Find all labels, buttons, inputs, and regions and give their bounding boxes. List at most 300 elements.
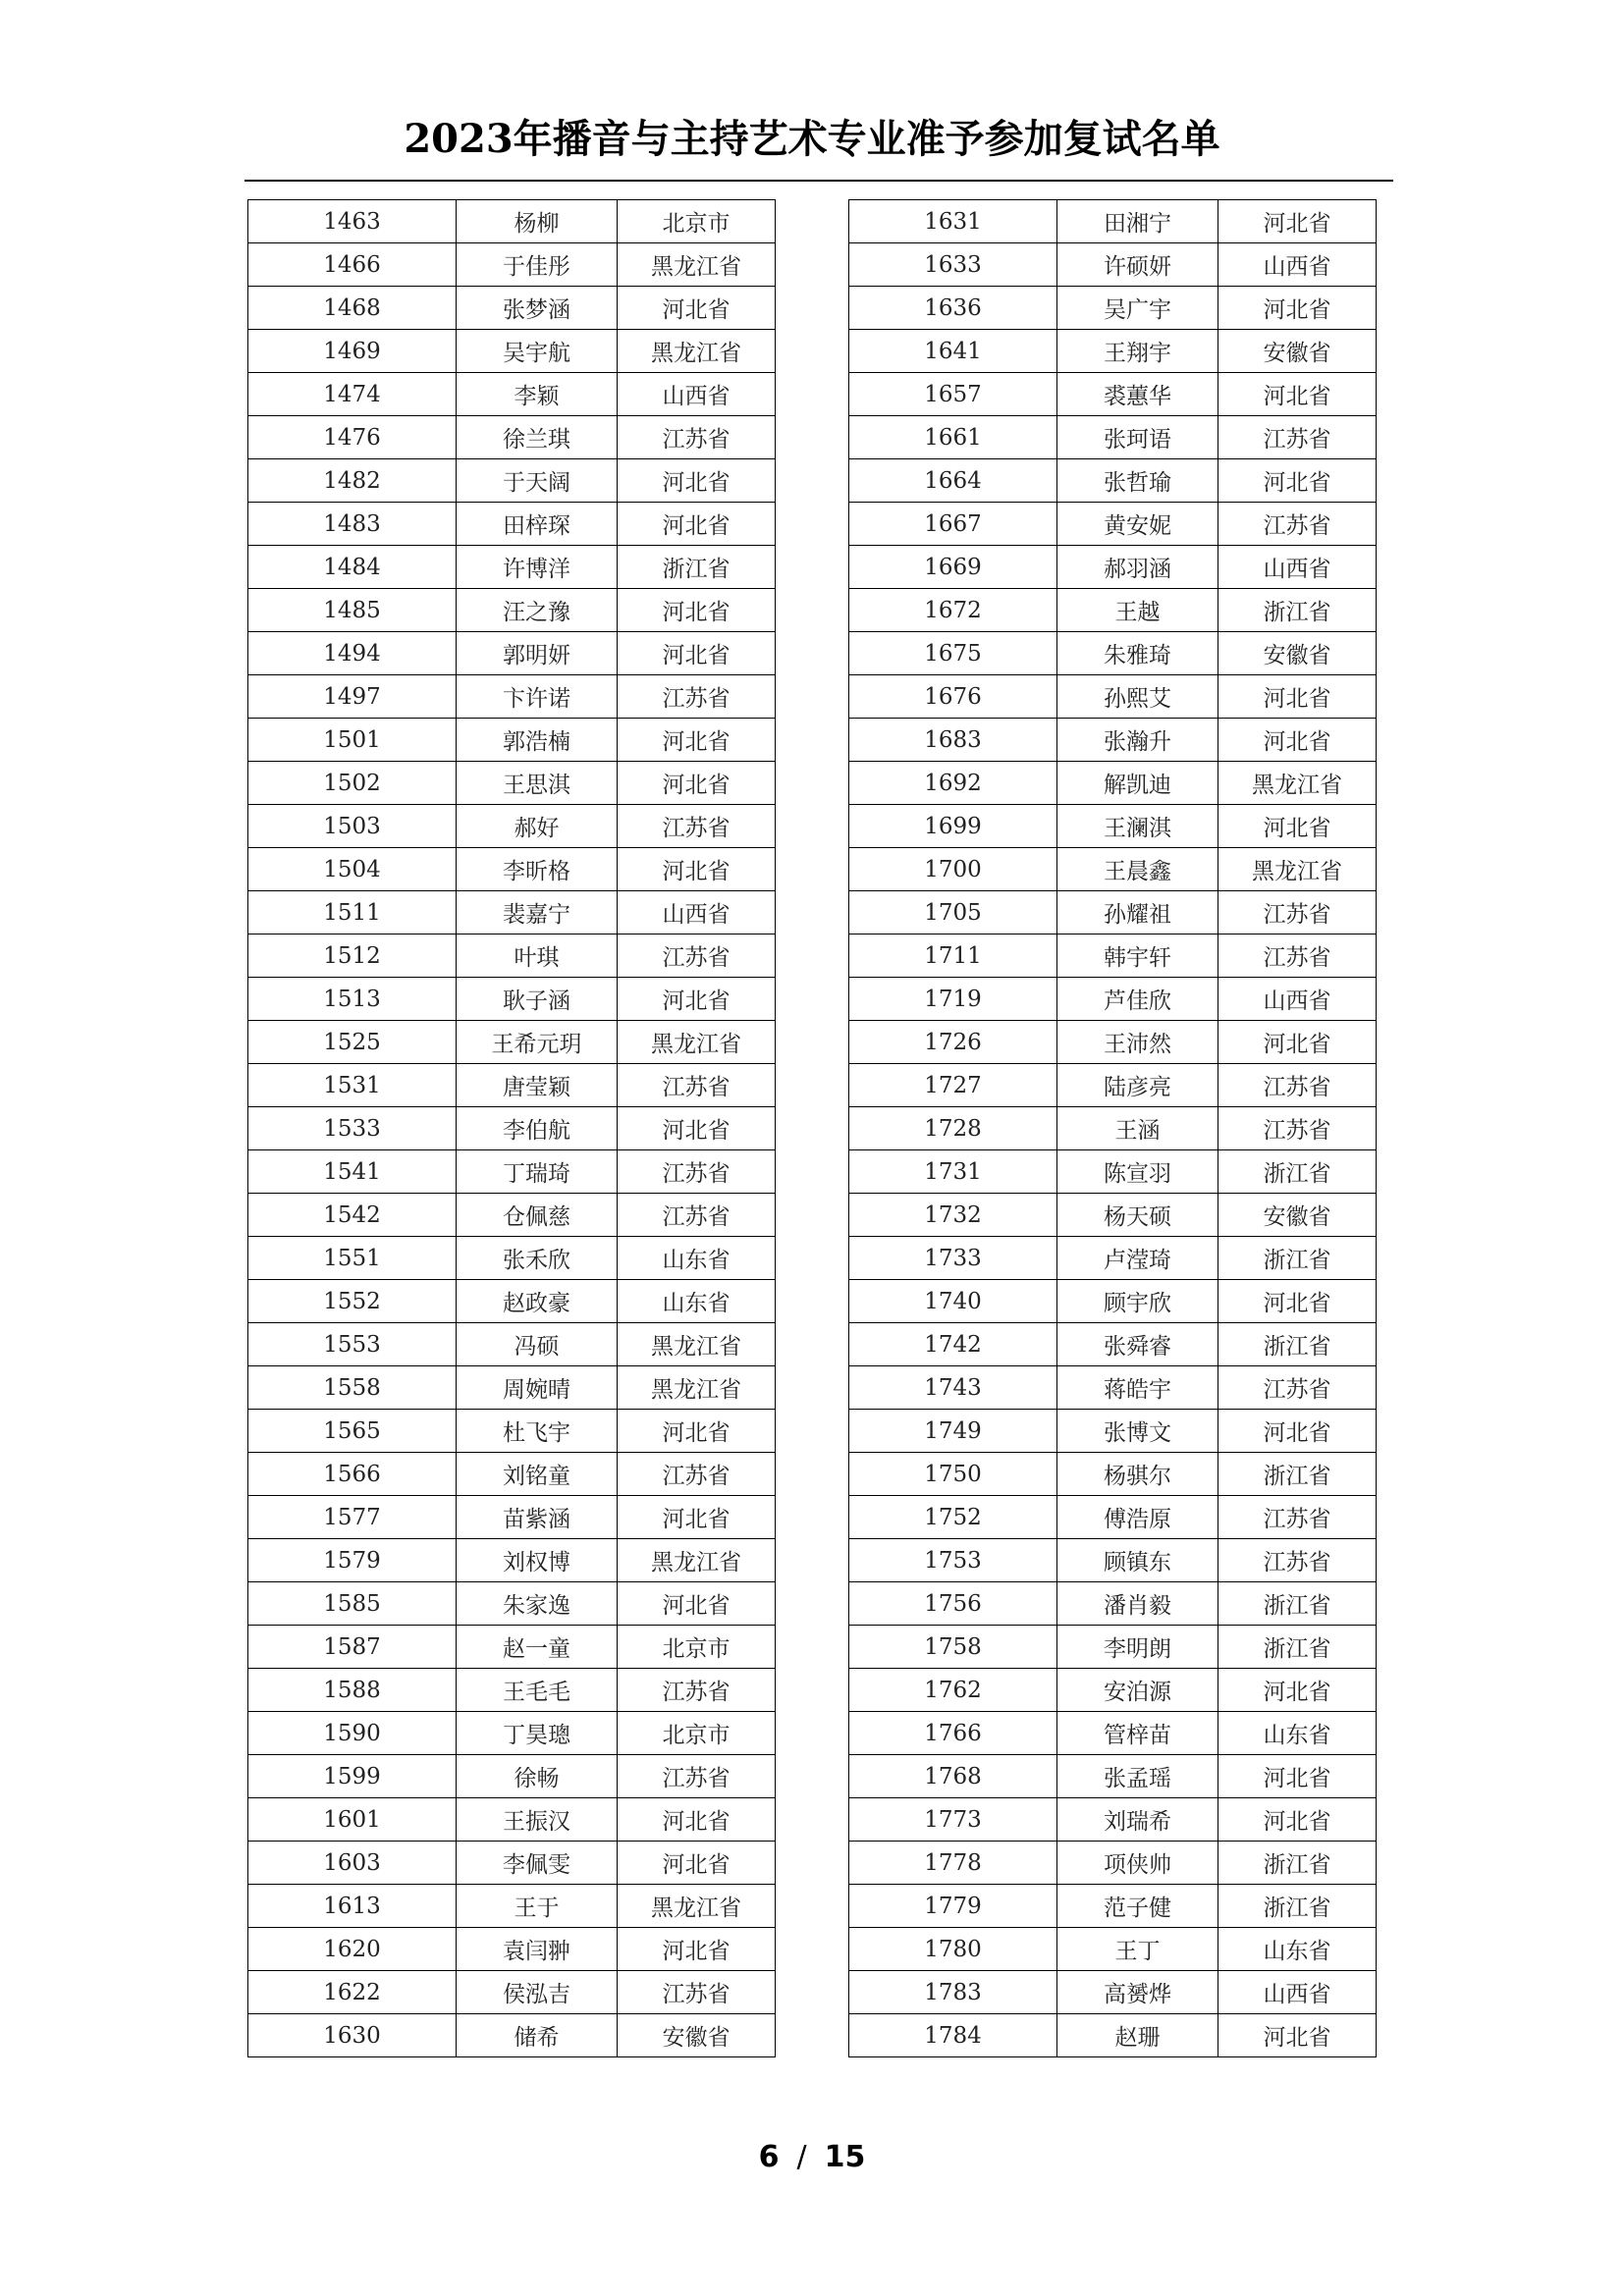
table-row	[248, 1194, 776, 1237]
province-cell: 浙江省	[1218, 1885, 1377, 1928]
candidate-name-cell: 李颖	[457, 373, 618, 416]
table-row	[248, 589, 776, 632]
exam-number-cell: 1749	[849, 1410, 1057, 1453]
candidate-name-cell: 许博洋	[457, 546, 618, 589]
exam-number-cell: 1633	[849, 243, 1057, 287]
candidate-name-cell: 仓佩慈	[457, 1194, 618, 1237]
exam-number-cell: 1504	[248, 848, 457, 891]
candidate-name-cell: 孙耀祖	[1057, 891, 1218, 934]
table-row	[849, 1064, 1377, 1107]
candidate-name-cell: 张哲瑜	[1057, 459, 1218, 503]
table-row	[248, 632, 776, 675]
table-row	[849, 2014, 1377, 2057]
table-row	[849, 1798, 1377, 1842]
table-row	[248, 330, 776, 373]
province-cell: 山西省	[1218, 546, 1377, 589]
page-separator: /	[796, 2140, 807, 2174]
candidate-name-cell: 王于	[457, 1885, 618, 1928]
exam-number-cell: 1705	[849, 891, 1057, 934]
exam-number-cell: 1676	[849, 675, 1057, 719]
candidate-name-cell: 黄安妮	[1057, 503, 1218, 546]
candidate-name-cell: 王涵	[1057, 1107, 1218, 1150]
roster-table-right	[848, 199, 1377, 2057]
province-cell: 河北省	[1218, 200, 1377, 243]
exam-number-cell: 1577	[248, 1496, 457, 1539]
exam-number-cell: 1768	[849, 1755, 1057, 1798]
exam-number-cell: 1511	[248, 891, 457, 934]
table-row	[248, 1928, 776, 1971]
exam-number-cell: 1743	[849, 1366, 1057, 1410]
candidate-name-cell: 杜飞宇	[457, 1410, 618, 1453]
exam-number-cell: 1558	[248, 1366, 457, 1410]
candidate-name-cell: 赵珊	[1057, 2014, 1218, 2057]
table-row	[849, 1971, 1377, 2014]
table-row	[849, 546, 1377, 589]
exam-number-cell: 1783	[849, 1971, 1057, 2014]
exam-number-cell: 1601	[248, 1798, 457, 1842]
table-row	[849, 1280, 1377, 1323]
table-row	[849, 1712, 1377, 1755]
exam-number-cell: 1740	[849, 1280, 1057, 1323]
current-page: 6	[758, 2140, 780, 2174]
candidate-name-cell: 袁闫翀	[457, 1928, 618, 1971]
candidate-name-cell: 于佳彤	[457, 243, 618, 287]
exam-number-cell: 1727	[849, 1064, 1057, 1107]
exam-number-cell: 1756	[849, 1582, 1057, 1626]
table-row	[248, 934, 776, 978]
exam-number-cell: 1503	[248, 805, 457, 848]
exam-number-cell: 1731	[849, 1150, 1057, 1194]
candidate-name-cell: 李伯航	[457, 1107, 618, 1150]
exam-number-cell: 1773	[849, 1798, 1057, 1842]
roster-table-left	[247, 199, 776, 2057]
title-underline	[244, 180, 1393, 182]
exam-number-cell: 1641	[849, 330, 1057, 373]
candidate-name-cell: 杨柳	[457, 200, 618, 243]
exam-number-cell: 1784	[849, 2014, 1057, 2057]
table-row	[248, 459, 776, 503]
province-cell: 河北省	[1218, 1755, 1377, 1798]
province-cell: 山东省	[618, 1237, 776, 1280]
province-cell: 江苏省	[618, 675, 776, 719]
table-row	[849, 934, 1377, 978]
province-cell: 黑龙江省	[1218, 762, 1377, 805]
exam-number-cell: 1588	[248, 1669, 457, 1712]
table-row	[248, 675, 776, 719]
candidate-name-cell: 王越	[1057, 589, 1218, 632]
exam-number-cell: 1531	[248, 1064, 457, 1107]
table-row	[248, 1453, 776, 1496]
table-row	[248, 503, 776, 546]
table-row	[849, 1410, 1377, 1453]
page-number	[0, 2140, 1624, 2174]
table-row	[248, 1626, 776, 1669]
province-cell: 江苏省	[1218, 1366, 1377, 1410]
candidate-name-cell: 叶琪	[457, 934, 618, 978]
table-row	[849, 373, 1377, 416]
exam-number-cell: 1719	[849, 978, 1057, 1021]
province-cell: 浙江省	[1218, 1842, 1377, 1885]
exam-number-cell: 1657	[849, 373, 1057, 416]
table-row	[248, 416, 776, 459]
candidate-name-cell: 丁昊璁	[457, 1712, 618, 1755]
province-cell: 河北省	[618, 1842, 776, 1885]
table-row	[248, 1712, 776, 1755]
province-cell: 河北省	[1218, 805, 1377, 848]
province-cell: 河北省	[1218, 1410, 1377, 1453]
table-row	[849, 416, 1377, 459]
exam-number-cell: 1483	[248, 503, 457, 546]
table-row	[849, 1021, 1377, 1064]
province-cell: 山东省	[1218, 1928, 1377, 1971]
table-row	[248, 762, 776, 805]
province-cell: 浙江省	[1218, 1323, 1377, 1366]
province-cell: 河北省	[1218, 459, 1377, 503]
province-cell: 江苏省	[618, 416, 776, 459]
exam-number-cell: 1613	[248, 1885, 457, 1928]
province-cell: 河北省	[618, 1410, 776, 1453]
page-title: 2023年播音与主持艺术专业准予参加复试名单	[404, 116, 1220, 162]
candidate-name-cell: 王沛然	[1057, 1021, 1218, 1064]
table-row	[849, 1842, 1377, 1885]
province-cell: 河北省	[1218, 1798, 1377, 1842]
table-row	[849, 589, 1377, 632]
table-row	[248, 1798, 776, 1842]
candidate-name-cell: 郭浩楠	[457, 719, 618, 762]
province-cell: 河北省	[618, 1928, 776, 1971]
province-cell: 江苏省	[618, 1453, 776, 1496]
table-row	[248, 1582, 776, 1626]
province-cell: 河北省	[618, 632, 776, 675]
province-cell: 北京市	[618, 1626, 776, 1669]
exam-number-cell: 1620	[248, 1928, 457, 1971]
exam-number-cell: 1476	[248, 416, 457, 459]
table-row	[248, 1366, 776, 1410]
candidate-name-cell: 张舜睿	[1057, 1323, 1218, 1366]
candidate-name-cell: 汪之豫	[457, 589, 618, 632]
exam-number-cell: 1579	[248, 1539, 457, 1582]
table-row	[248, 1107, 776, 1150]
candidate-name-cell: 郝好	[457, 805, 618, 848]
table-row	[248, 2014, 776, 2057]
table-row	[849, 1755, 1377, 1798]
candidate-name-cell: 王振汉	[457, 1798, 618, 1842]
candidate-name-cell: 裴嘉宁	[457, 891, 618, 934]
candidate-name-cell: 耿子涵	[457, 978, 618, 1021]
province-cell: 河北省	[1218, 675, 1377, 719]
candidate-name-cell: 蒋皓宇	[1057, 1366, 1218, 1410]
exam-number-cell: 1700	[849, 848, 1057, 891]
candidate-name-cell: 芦佳欣	[1057, 978, 1218, 1021]
province-cell: 河北省	[1218, 719, 1377, 762]
candidate-name-cell: 傅浩原	[1057, 1496, 1218, 1539]
table-row	[248, 1496, 776, 1539]
candidate-name-cell: 王思淇	[457, 762, 618, 805]
province-cell: 山西省	[1218, 1971, 1377, 2014]
province-cell: 河北省	[618, 762, 776, 805]
exam-number-cell: 1675	[849, 632, 1057, 675]
candidate-name-cell: 田梓琛	[457, 503, 618, 546]
exam-number-cell: 1733	[849, 1237, 1057, 1280]
exam-number-cell: 1753	[849, 1539, 1057, 1582]
province-cell: 江苏省	[618, 1971, 776, 2014]
exam-number-cell: 1513	[248, 978, 457, 1021]
table-row	[849, 891, 1377, 934]
exam-number-cell: 1669	[849, 546, 1057, 589]
table-row	[248, 1150, 776, 1194]
province-cell: 河北省	[1218, 1280, 1377, 1323]
candidate-name-cell: 郭明妍	[457, 632, 618, 675]
exam-number-cell: 1752	[849, 1496, 1057, 1539]
candidate-name-cell: 王翔宇	[1057, 330, 1218, 373]
province-cell: 安徽省	[618, 2014, 776, 2057]
candidate-name-cell: 王丁	[1057, 1928, 1218, 1971]
candidate-name-cell: 杨骐尔	[1057, 1453, 1218, 1496]
table-row	[849, 1582, 1377, 1626]
candidate-name-cell: 卞许诺	[457, 675, 618, 719]
candidate-name-cell: 张孟瑶	[1057, 1755, 1218, 1798]
candidate-name-cell: 吴宇航	[457, 330, 618, 373]
candidate-name-cell: 吴广宇	[1057, 287, 1218, 330]
table-row	[248, 373, 776, 416]
candidate-name-cell: 丁瑞琦	[457, 1150, 618, 1194]
province-cell: 浙江省	[618, 546, 776, 589]
candidate-name-cell: 陆彦亮	[1057, 1064, 1218, 1107]
province-cell: 黑龙江省	[618, 1323, 776, 1366]
exam-number-cell: 1533	[248, 1107, 457, 1150]
candidate-name-cell: 张博文	[1057, 1410, 1218, 1453]
table-row	[248, 1669, 776, 1712]
candidate-name-cell: 储希	[457, 2014, 618, 2057]
exam-number-cell: 1661	[849, 416, 1057, 459]
exam-number-cell: 1551	[248, 1237, 457, 1280]
exam-number-cell: 1587	[248, 1626, 457, 1669]
candidate-name-cell: 李佩雯	[457, 1842, 618, 1885]
table-row	[849, 200, 1377, 243]
exam-number-cell: 1542	[248, 1194, 457, 1237]
exam-number-cell: 1512	[248, 934, 457, 978]
exam-number-cell: 1758	[849, 1626, 1057, 1669]
table-row	[248, 1971, 776, 2014]
province-cell: 江苏省	[618, 934, 776, 978]
exam-number-cell: 1732	[849, 1194, 1057, 1237]
province-cell: 浙江省	[1218, 1626, 1377, 1669]
candidate-name-cell: 张瀚升	[1057, 719, 1218, 762]
exam-number-cell: 1585	[248, 1582, 457, 1626]
candidate-name-cell: 孙熙艾	[1057, 675, 1218, 719]
candidate-name-cell: 潘肖毅	[1057, 1582, 1218, 1626]
table-row	[849, 1928, 1377, 1971]
candidate-name-cell: 赵政豪	[457, 1280, 618, 1323]
province-cell: 山西省	[1218, 978, 1377, 1021]
province-cell: 河北省	[1218, 2014, 1377, 2057]
province-cell: 黑龙江省	[618, 1885, 776, 1928]
province-cell: 河北省	[618, 719, 776, 762]
exam-number-cell: 1553	[248, 1323, 457, 1366]
table-row	[849, 1453, 1377, 1496]
exam-number-cell: 1469	[248, 330, 457, 373]
candidate-name-cell: 高赟烨	[1057, 1971, 1218, 2014]
exam-number-cell: 1599	[248, 1755, 457, 1798]
table-row	[849, 1669, 1377, 1712]
province-cell: 安徽省	[1218, 632, 1377, 675]
table-row	[248, 1021, 776, 1064]
candidate-name-cell: 管梓苗	[1057, 1712, 1218, 1755]
table-row	[849, 675, 1377, 719]
exam-number-cell: 1726	[849, 1021, 1057, 1064]
exam-number-cell: 1636	[849, 287, 1057, 330]
province-cell: 河北省	[1218, 1021, 1377, 1064]
candidate-name-cell: 刘权博	[457, 1539, 618, 1582]
province-cell: 河北省	[618, 1496, 776, 1539]
candidate-name-cell: 张梦涵	[457, 287, 618, 330]
candidate-name-cell: 陈宣羽	[1057, 1150, 1218, 1194]
exam-number-cell: 1552	[248, 1280, 457, 1323]
province-cell: 河北省	[618, 1582, 776, 1626]
table-row	[849, 1885, 1377, 1928]
table-row	[849, 459, 1377, 503]
exam-number-cell: 1742	[849, 1323, 1057, 1366]
table-row	[248, 287, 776, 330]
province-cell: 河北省	[618, 459, 776, 503]
exam-number-cell: 1463	[248, 200, 457, 243]
province-cell: 浙江省	[1218, 1150, 1377, 1194]
province-cell: 浙江省	[1218, 589, 1377, 632]
table-row	[248, 546, 776, 589]
candidate-name-cell: 张珂语	[1057, 416, 1218, 459]
exam-number-cell: 1497	[248, 675, 457, 719]
candidate-name-cell: 安泊源	[1057, 1669, 1218, 1712]
province-cell: 江苏省	[1218, 1539, 1377, 1582]
province-cell: 江苏省	[618, 1064, 776, 1107]
candidate-name-cell: 顾镇东	[1057, 1539, 1218, 1582]
candidate-name-cell: 裘蕙华	[1057, 373, 1218, 416]
province-cell: 黑龙江省	[618, 1539, 776, 1582]
province-cell: 安徽省	[1218, 1194, 1377, 1237]
table-row	[248, 1237, 776, 1280]
candidate-name-cell: 李昕格	[457, 848, 618, 891]
exam-number-cell: 1494	[248, 632, 457, 675]
table-row	[849, 805, 1377, 848]
province-cell: 安徽省	[1218, 330, 1377, 373]
province-cell: 江苏省	[1218, 934, 1377, 978]
table-row	[849, 1107, 1377, 1150]
province-cell: 北京市	[618, 1712, 776, 1755]
candidate-name-cell: 李明朗	[1057, 1626, 1218, 1669]
province-cell: 河北省	[618, 1107, 776, 1150]
province-cell: 江苏省	[618, 1150, 776, 1194]
exam-number-cell: 1566	[248, 1453, 457, 1496]
province-cell: 江苏省	[618, 1194, 776, 1237]
table-row	[248, 1280, 776, 1323]
candidate-name-cell: 徐畅	[457, 1755, 618, 1798]
exam-number-cell: 1485	[248, 589, 457, 632]
province-cell: 山东省	[618, 1280, 776, 1323]
table-row	[248, 1064, 776, 1107]
province-cell: 黑龙江省	[618, 1021, 776, 1064]
exam-number-cell: 1565	[248, 1410, 457, 1453]
candidate-name-cell: 郝羽涵	[1057, 546, 1218, 589]
candidate-name-cell: 王毛毛	[457, 1669, 618, 1712]
province-cell: 河北省	[1218, 373, 1377, 416]
exam-number-cell: 1541	[248, 1150, 457, 1194]
exam-number-cell: 1466	[248, 243, 457, 287]
table-row	[248, 1885, 776, 1928]
table-row	[849, 1237, 1377, 1280]
exam-number-cell: 1664	[849, 459, 1057, 503]
province-cell: 山西省	[1218, 243, 1377, 287]
province-cell: 江苏省	[618, 1755, 776, 1798]
candidate-name-cell: 顾宇欣	[1057, 1280, 1218, 1323]
province-cell: 河北省	[618, 1798, 776, 1842]
exam-number-cell: 1766	[849, 1712, 1057, 1755]
table-row	[248, 1323, 776, 1366]
province-cell: 黑龙江省	[618, 243, 776, 287]
province-cell: 江苏省	[1218, 1496, 1377, 1539]
table-row	[849, 1366, 1377, 1410]
candidate-name-cell: 卢滢琦	[1057, 1237, 1218, 1280]
exam-number-cell: 1778	[849, 1842, 1057, 1885]
table-row	[849, 287, 1377, 330]
exam-number-cell: 1728	[849, 1107, 1057, 1150]
table-row	[248, 719, 776, 762]
province-cell: 河北省	[1218, 287, 1377, 330]
exam-number-cell: 1474	[248, 373, 457, 416]
table-row	[248, 848, 776, 891]
table-row	[849, 848, 1377, 891]
province-cell: 河北省	[1218, 1669, 1377, 1712]
table-row	[849, 719, 1377, 762]
province-cell: 北京市	[618, 200, 776, 243]
province-cell: 浙江省	[1218, 1582, 1377, 1626]
table-row	[248, 1410, 776, 1453]
candidate-name-cell: 杨天硕	[1057, 1194, 1218, 1237]
candidate-name-cell: 朱雅琦	[1057, 632, 1218, 675]
table-row	[849, 1496, 1377, 1539]
candidate-name-cell: 许硕妍	[1057, 243, 1218, 287]
province-cell: 江苏省	[618, 1669, 776, 1712]
province-cell: 浙江省	[1218, 1453, 1377, 1496]
table-row	[849, 1194, 1377, 1237]
province-cell: 河北省	[618, 287, 776, 330]
candidate-name-cell: 项侠帅	[1057, 1842, 1218, 1885]
province-cell: 河北省	[618, 978, 776, 1021]
exam-number-cell: 1622	[248, 1971, 457, 2014]
province-cell: 黑龙江省	[618, 1366, 776, 1410]
province-cell: 江苏省	[1218, 1107, 1377, 1150]
candidate-name-cell: 朱家逸	[457, 1582, 618, 1626]
candidate-name-cell: 刘瑞希	[1057, 1798, 1218, 1842]
table-row	[849, 503, 1377, 546]
province-cell: 浙江省	[1218, 1237, 1377, 1280]
province-cell: 山东省	[1218, 1712, 1377, 1755]
candidate-name-cell: 解凯迪	[1057, 762, 1218, 805]
table-row	[849, 762, 1377, 805]
candidate-name-cell: 田湘宁	[1057, 200, 1218, 243]
province-cell: 江苏省	[1218, 891, 1377, 934]
candidate-name-cell: 冯硕	[457, 1323, 618, 1366]
table-row	[248, 891, 776, 934]
exam-number-cell: 1502	[248, 762, 457, 805]
candidate-name-cell: 唐莹颖	[457, 1064, 618, 1107]
exam-number-cell: 1699	[849, 805, 1057, 848]
exam-number-cell: 1482	[248, 459, 457, 503]
exam-number-cell: 1631	[849, 200, 1057, 243]
exam-number-cell: 1762	[849, 1669, 1057, 1712]
table-row	[849, 330, 1377, 373]
table-row	[248, 1842, 776, 1885]
table-row	[849, 1539, 1377, 1582]
